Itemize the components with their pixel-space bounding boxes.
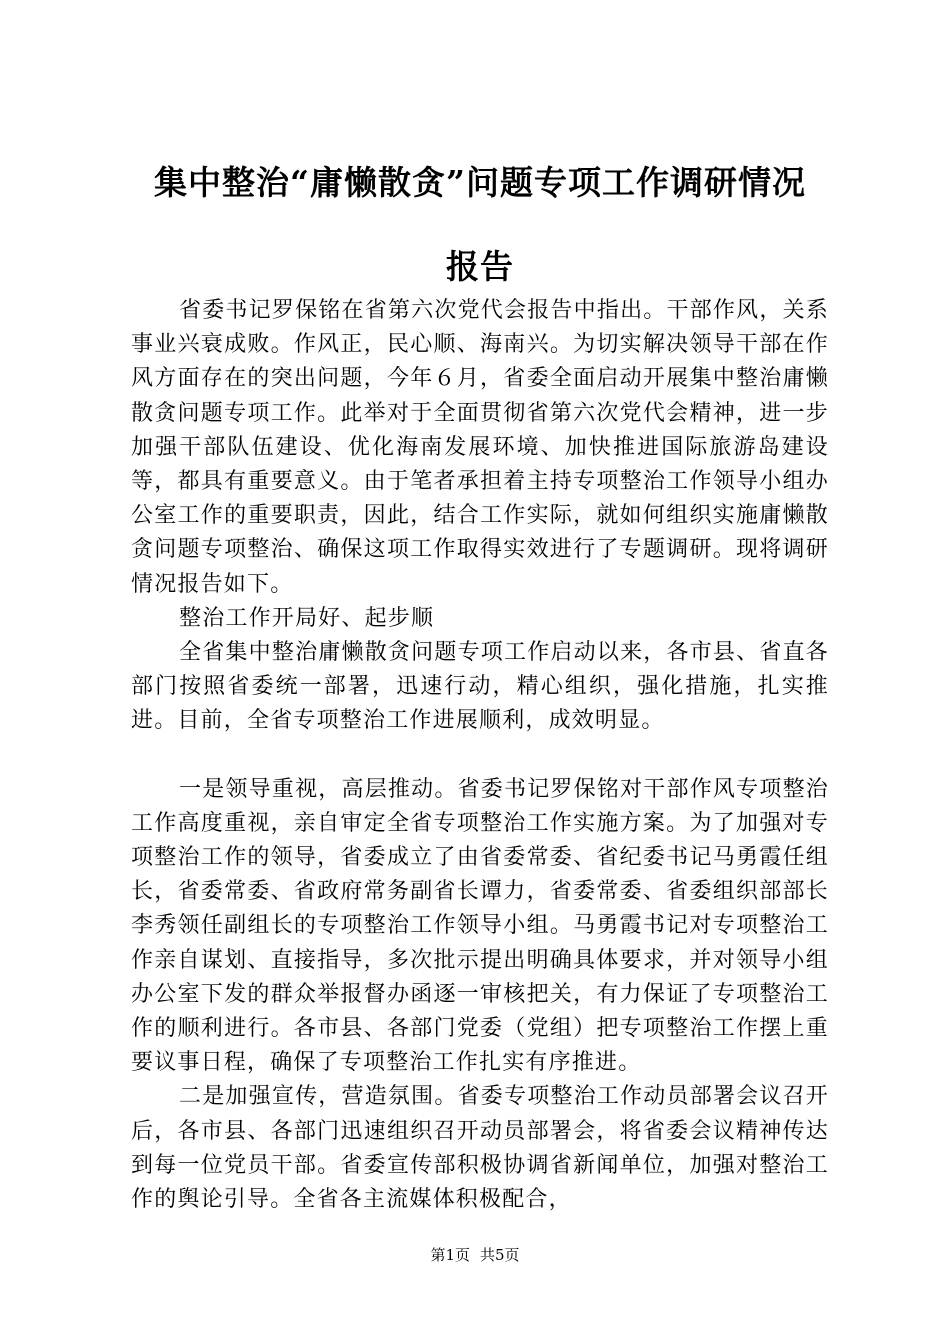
document-title-line-2: 报告 bbox=[446, 247, 514, 286]
page-footer bbox=[0, 1245, 950, 1265]
section-heading: 整治工作开局好、起步顺 bbox=[179, 605, 435, 631]
paragraph-overview: 全省集中整治庸懒散贪问题专项工作启动以来，各市县、省直各部门按照省委统一部署，迅速行动，精心组织，强化措施，扎实推进。目前，全省专项整治工作进展顺利，成效明显。 bbox=[131, 640, 829, 734]
page-number: 第1页 bbox=[430, 1246, 470, 1264]
paragraph-point-2: 二是加强宣传，营造氛围。省委专项整治工作动员部署会议召开后，各市县、各部门迅速组织召开动员部署会，将省委会议精神传达到每一位党员干部。省委宣传部积极协调省新闻单位，加强对整治工作的舆论引导。全省各主流媒体积极配合， bbox=[131, 1084, 829, 1213]
page-total: 共5页 bbox=[480, 1246, 520, 1264]
document-title-line-1: 集中整治“庸懒散贪”问题专项工作调研情况 bbox=[154, 163, 806, 202]
paragraph-point-1: 一是领导重视，高层推动。省委书记罗保铭对干部作风专项整治工作高度重视，亲自审定全省专项整治工作实施方案。为了加强对专项整治工作的领导，省委成立了由省委常委、省纪委书记马勇霞任组长，省委常委、省政府常务副省长谭力，省委常委、省委组织部部长李秀领任副组长的专项整治工作领导小组。马勇霞书记对专项整治工作亲自谋划、直接指导，多次批示提出明确具体要求，并对领导小组办公室下发的群众举报督办函逐一审核把关，有力保证了专项整治工作的顺利进行。各市县、各部门党委（党组）把专项整治工作摆上重要议事日程，确保了专项整治工作扎实有序推进。 bbox=[131, 776, 829, 1076]
paragraph-spacer bbox=[131, 739, 829, 773]
paragraph-intro: 省委书记罗保铭在省第六次党代会报告中指出。干部作风，关系事业兴衰成败。作风正，民心顺、海南兴。为切实解决领导干部在作风方面存在的突出问题，今年６月，省委全面启动开展集中整治庸懒散贪问题专项工作。此举对于全面贯彻省第六次党代会精神，进一步加强干部队伍建设、优化海南发展环境、加快推进国际旅游岛建设等，都具有重要意义。由于笔者承担着主持专项整治工作领导小组办公室工作的重要职责，因此，结合工作实际，就如何组织实施庸懒散贪问题专项整治、确保这项工作取得实效进行了专题调研。现将调研情况报告如下。 bbox=[131, 298, 829, 597]
document-body bbox=[131, 294, 829, 1217]
